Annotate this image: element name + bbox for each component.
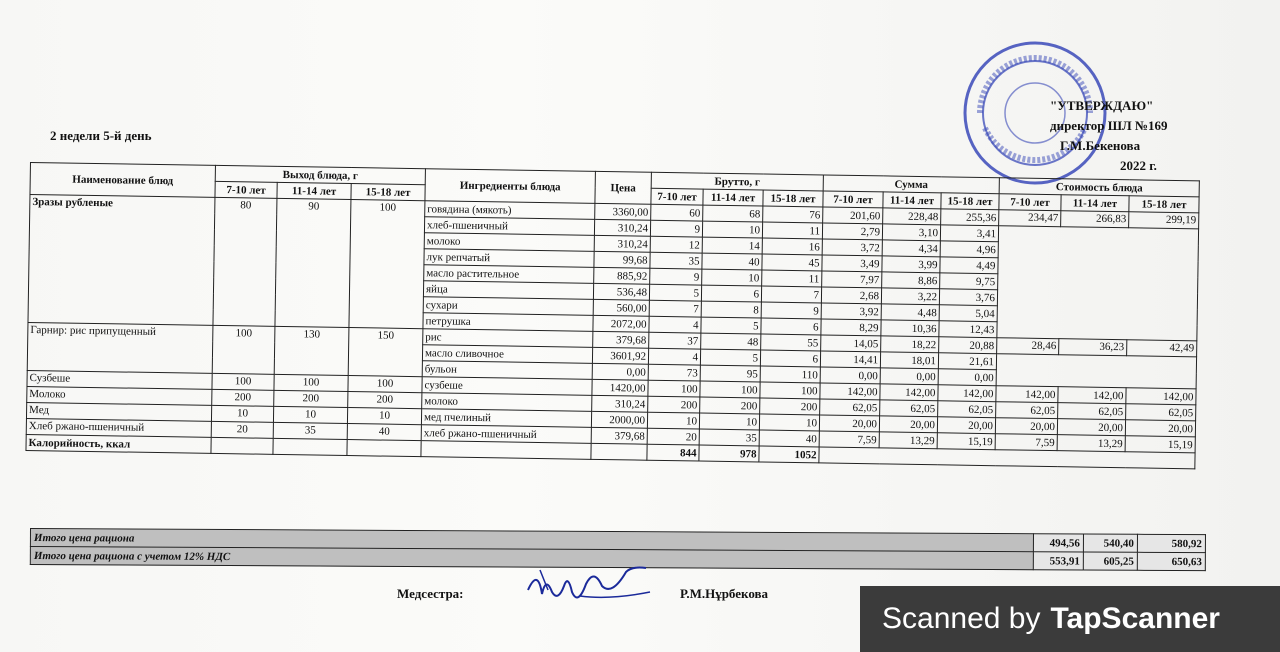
- sum-age-7-10-header: 7-10 лет: [823, 191, 883, 208]
- sum-7-10: 7,97: [822, 271, 882, 288]
- total-vat-label: Итого цена рациона с учетом 12% НДС: [30, 547, 1033, 570]
- col-header-sum: Сумма: [823, 175, 999, 194]
- total-price-7-10: 494,56: [1033, 534, 1083, 552]
- sum-15-18: 255,36: [941, 209, 999, 226]
- sum-15-18: 21,61: [938, 353, 996, 370]
- gross-age-11-14-header: 11-14 лет: [703, 189, 763, 206]
- gross-7-10: 4: [649, 316, 701, 333]
- dish-output-11-14: 10: [273, 406, 347, 423]
- ingredient-price: 560,00: [593, 299, 649, 316]
- ingredient-price: 2072,00: [593, 315, 649, 332]
- gross-15-18: 9: [761, 302, 821, 319]
- sum-15-18: 5,04: [939, 305, 997, 322]
- sum-15-18: 12,43: [939, 321, 997, 338]
- dish-output-15-18: 100: [348, 376, 422, 393]
- ingredient-name: хлеб-пшеничный: [424, 217, 594, 236]
- dish-cost-7-10: 20,00: [995, 418, 1057, 435]
- sum-15-18: 3,41: [940, 225, 998, 242]
- col-header-gross: Брутто, г: [651, 172, 823, 191]
- dish-cost-blank: [996, 354, 1196, 389]
- sum-7-10: 2,79: [822, 223, 882, 240]
- calories-output-blank-7-10: [211, 437, 273, 454]
- gross-11-14: 10: [699, 413, 759, 430]
- sum-7-10: 0,00: [820, 367, 880, 384]
- sum-15-18: 3,76: [939, 289, 997, 306]
- ingredient-price: 536,48: [593, 283, 649, 300]
- sum-11-14: 228,48: [883, 208, 941, 225]
- ingredient-price: 99,68: [594, 251, 650, 268]
- sum-7-10: 62,05: [820, 399, 880, 416]
- ingredient-price: 310,24: [592, 395, 648, 412]
- dish-output-7-10: 100: [212, 325, 275, 374]
- sum-7-10: 2,68: [821, 287, 881, 304]
- total-vat-11-14: 605,25: [1083, 552, 1137, 570]
- gross-11-14: 5: [701, 317, 761, 334]
- ingredient-name: молоко: [424, 233, 594, 252]
- gross-15-18: 6: [761, 318, 821, 335]
- ingredient-price: 310,24: [594, 219, 650, 236]
- gross-7-10: 9: [650, 268, 702, 285]
- total-vat-15-18: 650,63: [1137, 552, 1205, 570]
- gross-15-18: 55: [761, 334, 821, 351]
- ingredient-name: мед пчелиный: [421, 409, 591, 428]
- gross-11-14: 5: [700, 349, 760, 366]
- menu-table: [25, 162, 1199, 469]
- ingredient-price: 379,68: [593, 331, 649, 348]
- gross-15-18: 10: [759, 414, 819, 431]
- gross-11-14: 6: [701, 285, 761, 302]
- dish-cost-11-14: 142,00: [1058, 387, 1126, 404]
- sum-11-14: 4,34: [882, 240, 940, 257]
- dish-output-7-10: 200: [212, 389, 274, 406]
- scanner-watermark: [860, 586, 1280, 652]
- ingredient-price: 885,92: [594, 267, 650, 284]
- calories-15-18: 1052: [759, 446, 819, 463]
- gross-7-10: 35: [650, 252, 702, 269]
- dish-output-11-14: 100: [274, 374, 348, 391]
- dish-output-15-18: 200: [348, 392, 422, 409]
- col-header-cost: Стоимость блюда: [999, 178, 1199, 197]
- dish-cost-15-18: 142,00: [1126, 388, 1196, 405]
- col-header-name: Наименование блюд: [30, 163, 215, 198]
- gross-7-10: 37: [649, 332, 701, 349]
- col-header-price: Цена: [595, 171, 651, 204]
- sum-15-18: 4,96: [940, 241, 998, 258]
- sum-11-14: 4,48: [881, 304, 939, 321]
- ingredient-price: 310,24: [594, 235, 650, 252]
- gross-7-10: 73: [648, 364, 700, 381]
- ingredient-price: 0,00: [592, 363, 648, 380]
- calories-price-blank: [591, 443, 647, 460]
- sum-11-14: 62,05: [880, 400, 938, 417]
- calories-output-blank-11-14: [273, 438, 347, 455]
- dish-cost-11-14: 62,05: [1058, 403, 1126, 420]
- approve-name: Г.М.Бекенова: [1060, 138, 1141, 153]
- col-header-ingredients: Ингредиенты блюда: [425, 169, 595, 204]
- gross-11-14: 10: [702, 269, 762, 286]
- approve-position: директор ШЛ №169: [1050, 118, 1168, 133]
- calories-ingredient-blank: [421, 441, 591, 460]
- dish-cost-11-14: 20,00: [1057, 419, 1125, 436]
- sum-7-10: 3,92: [821, 303, 881, 320]
- sum-15-18: 62,05: [938, 401, 996, 418]
- calories-output-blank-15-18: [347, 440, 421, 457]
- nurse-label: Медсестра:: [397, 586, 464, 601]
- sum-age-15-18-header: 15-18 лет: [941, 193, 999, 210]
- ingredient-price: 3601,92: [592, 347, 648, 364]
- dish-output-15-18: 150: [348, 328, 423, 377]
- dish-cost-blank: [997, 226, 1199, 341]
- output-age-11-14-header: 11-14 лет: [277, 182, 351, 199]
- sum-11-14: 18,22: [881, 336, 939, 353]
- sum-11-14: 3,10: [882, 224, 940, 241]
- gross-11-14: 10: [702, 221, 762, 238]
- gross-15-18: 76: [763, 206, 823, 223]
- ingredient-name: молоко: [422, 393, 592, 412]
- gross-7-10: 12: [650, 236, 702, 253]
- gross-7-10: 10: [647, 412, 699, 429]
- dish-output-15-18: 100: [349, 200, 425, 329]
- gross-7-10: 4: [648, 348, 700, 365]
- sum-15-18: 20,88: [939, 337, 997, 354]
- dish-output-11-14: 35: [273, 422, 347, 439]
- cost-age-7-10-header: 7-10 лет: [999, 194, 1061, 211]
- gross-11-14: 48: [701, 333, 761, 350]
- dish-cost-7-10: 7,59: [995, 434, 1057, 451]
- nurse-name: Р.М.Нұрбекова: [680, 586, 769, 601]
- ingredient-name: масло растительное: [424, 265, 594, 284]
- dish-name: Гарнир: рис припущенный: [27, 322, 213, 373]
- ingredient-name: говядина (мякоть): [425, 201, 595, 220]
- gross-7-10: 5: [649, 284, 701, 301]
- sum-11-14: 8,86: [882, 272, 940, 289]
- gross-11-14: 14: [702, 237, 762, 254]
- gross-15-18: 7: [761, 286, 821, 303]
- gross-15-18: 11: [762, 222, 822, 239]
- gross-15-18: 40: [759, 430, 819, 447]
- calories-7-10: 844: [647, 444, 699, 461]
- signature-icon: [520, 560, 660, 610]
- sum-15-18: 15,19: [937, 433, 995, 450]
- dish-name: Сузбеше: [27, 370, 212, 389]
- dish-cost-15-18: 62,05: [1126, 404, 1196, 421]
- sum-age-11-14-header: 11-14 лет: [883, 192, 941, 209]
- gross-age-7-10-header: 7-10 лет: [651, 188, 703, 205]
- gross-15-18: 110: [760, 366, 820, 383]
- dish-name: Мед: [26, 402, 211, 421]
- gross-7-10: 7: [649, 300, 701, 317]
- sum-11-14: 142,00: [880, 384, 938, 401]
- ingredient-price: 379,68: [591, 427, 647, 444]
- dish-cost-7-10: 234,47: [999, 210, 1061, 227]
- ingredient-name: хлеб ржано-пшеничный: [421, 425, 591, 444]
- ingredient-price: 2000,00: [591, 411, 647, 428]
- total-price-11-14: 540,40: [1083, 534, 1137, 552]
- dish-cost-7-10: 28,46: [997, 338, 1059, 355]
- sum-7-10: 201,60: [823, 207, 883, 224]
- gross-15-18: 100: [760, 382, 820, 399]
- dish-output-7-10: 20: [211, 421, 273, 438]
- gross-age-15-18-header: 15-18 лет: [763, 190, 823, 207]
- dish-output-11-14: 130: [274, 326, 349, 375]
- approval-block: [1050, 96, 1168, 176]
- gross-15-18: 11: [762, 270, 822, 287]
- sum-11-14: 18,01: [880, 352, 938, 369]
- dish-cost-11-14: 36,23: [1059, 339, 1127, 356]
- ingredient-name: бульон: [422, 361, 592, 380]
- gross-15-18: 45: [762, 254, 822, 271]
- sum-11-14: 3,22: [881, 288, 939, 305]
- ingredient-name: лук репчатый: [424, 249, 594, 268]
- gross-7-10: 20: [647, 428, 699, 445]
- dish-cost-7-10: 62,05: [996, 402, 1058, 419]
- ingredient-price: 1420,00: [592, 379, 648, 396]
- gross-11-14: 40: [702, 253, 762, 270]
- ingredient-name: сузбеше: [422, 377, 592, 396]
- ingredient-name: сухари: [423, 297, 593, 316]
- gross-11-14: 68: [703, 205, 763, 222]
- sum-15-18: 4,49: [940, 257, 998, 274]
- approve-date: 2022 г.: [1120, 158, 1157, 173]
- dish-cost-15-18: 42,49: [1127, 340, 1197, 357]
- dish-cost-15-18: 20,00: [1125, 420, 1195, 437]
- gross-15-18: 16: [762, 238, 822, 255]
- calories-11-14: 978: [699, 445, 759, 462]
- total-vat-7-10: 553,91: [1033, 552, 1083, 570]
- sum-7-10: 3,49: [822, 255, 882, 272]
- dish-output-15-18: 40: [347, 424, 421, 441]
- sum-11-14: 0,00: [880, 368, 938, 385]
- sum-7-10: 20,00: [819, 415, 879, 432]
- approve-title: "УТВЕРЖДАЮ": [1050, 98, 1154, 113]
- sum-7-10: 14,05: [821, 335, 881, 352]
- ingredient-name: петрушка: [423, 313, 593, 332]
- dish-cost-11-14: 13,29: [1057, 435, 1125, 452]
- gross-7-10: 9: [650, 220, 702, 237]
- gross-11-14: 200: [700, 397, 760, 414]
- day-title: 2 недели 5-й день: [50, 128, 152, 143]
- dish-cost-15-18: 299,19: [1129, 212, 1199, 229]
- sum-7-10: 14,41: [820, 351, 880, 368]
- ingredient-price: 3360,00: [595, 203, 651, 220]
- gross-7-10: 100: [648, 380, 700, 397]
- output-age-15-18-header: 15-18 лет: [351, 184, 425, 201]
- watermark-brand: TapScanner: [1050, 602, 1220, 635]
- sum-15-18: 20,00: [937, 417, 995, 434]
- watermark-prefix: Scanned by: [882, 602, 1041, 635]
- dish-cost-11-14: 266,83: [1061, 211, 1129, 228]
- total-price-label: Итого цена рациона: [30, 529, 1033, 552]
- gross-7-10: 60: [651, 204, 703, 221]
- sum-7-10: 3,72: [822, 239, 882, 256]
- dish-output-15-18: 10: [347, 408, 421, 425]
- dish-output-11-14: 90: [275, 198, 351, 327]
- output-age-7-10-header: 7-10 лет: [215, 181, 277, 198]
- sum-11-14: 3,99: [882, 256, 940, 273]
- sum-15-18: 9,75: [940, 273, 998, 290]
- col-header-output: Выход блюда, г: [215, 165, 425, 184]
- dish-output-11-14: 200: [274, 390, 348, 407]
- dish-cost-7-10: 142,00: [996, 386, 1058, 403]
- gross-15-18: 6: [760, 350, 820, 367]
- dish-name: Зразы рубленые: [28, 195, 215, 326]
- total-price-15-18: 580,92: [1137, 534, 1205, 552]
- ingredient-name: рис: [423, 329, 593, 348]
- dish-name: Хлеб ржано-пшеничный: [26, 418, 211, 437]
- dish-output-7-10: 100: [212, 373, 274, 390]
- dish-output-7-10: 80: [213, 197, 277, 326]
- gross-7-10: 200: [648, 396, 700, 413]
- sum-11-14: 10,36: [881, 320, 939, 337]
- gross-11-14: 95: [700, 365, 760, 382]
- sum-7-10: 8,29: [821, 319, 881, 336]
- sum-11-14: 20,00: [879, 416, 937, 433]
- sum-15-18: 142,00: [938, 385, 996, 402]
- ingredient-name: масло сливочное: [422, 345, 592, 364]
- sum-7-10: 142,00: [820, 383, 880, 400]
- sum-7-10: 7,59: [819, 431, 879, 448]
- dish-name: Молоко: [27, 386, 212, 405]
- gross-11-14: 100: [700, 381, 760, 398]
- sum-11-14: 13,29: [879, 432, 937, 449]
- cost-age-11-14-header: 11-14 лет: [1061, 195, 1129, 212]
- dish-cost-15-18: 15,19: [1125, 436, 1195, 453]
- gross-11-14: 35: [699, 429, 759, 446]
- ingredient-name: яйца: [423, 281, 593, 300]
- sum-15-18: 0,00: [938, 369, 996, 386]
- gross-11-14: 8: [701, 301, 761, 318]
- dish-output-7-10: 10: [211, 405, 273, 422]
- cost-age-15-18-header: 15-18 лет: [1129, 196, 1199, 213]
- gross-15-18: 200: [760, 398, 820, 415]
- calories-label: Калорийность, ккал: [26, 434, 211, 453]
